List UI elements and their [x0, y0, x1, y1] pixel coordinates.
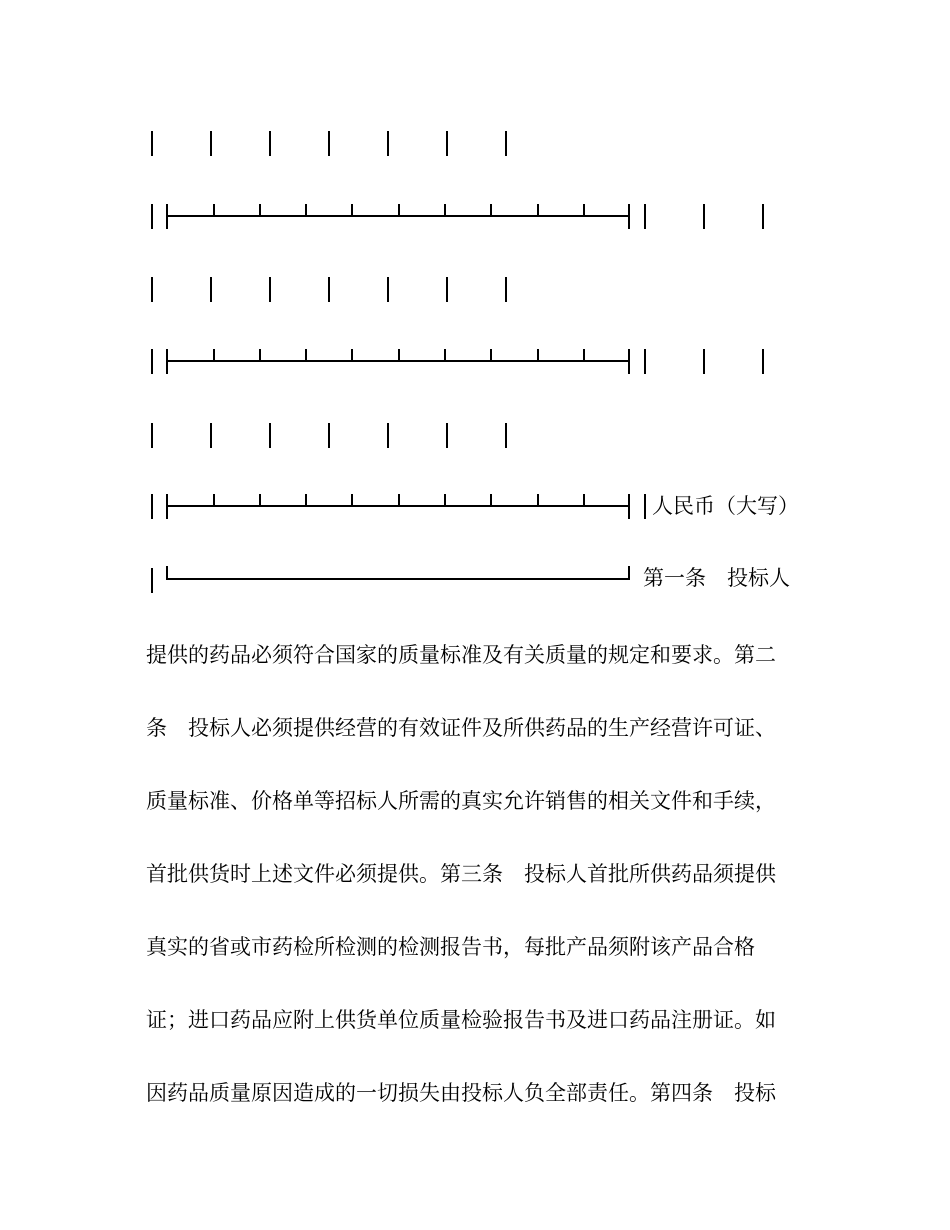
table-tick: [398, 494, 400, 505]
table-border: [328, 131, 330, 156]
table-border: [210, 423, 212, 448]
table-border: [505, 277, 507, 302]
table-border: [269, 423, 271, 448]
table-tick: [490, 494, 492, 505]
table-tick: [305, 349, 307, 360]
table-border: [151, 204, 153, 229]
table-tick: [213, 494, 215, 505]
table-rule: [166, 360, 629, 362]
table-border: [644, 349, 646, 374]
table-tick: [583, 204, 585, 215]
table-tick: [583, 494, 585, 505]
table-border: [703, 204, 705, 229]
table-border: [628, 204, 630, 229]
table-border: [446, 423, 448, 448]
table-tick: [351, 349, 353, 360]
table-border: [387, 423, 389, 448]
table-tick: [351, 204, 353, 215]
table-tick: [213, 349, 215, 360]
table-border: [387, 277, 389, 302]
currency-label: 人民币（大写）: [652, 494, 799, 518]
article-one-heading: 第一条 投标人: [643, 566, 790, 590]
table-border: [628, 566, 630, 580]
body-line: 证；进口药品应附上供货单位质量检验报告书及进口药品注册证。如: [146, 1008, 776, 1032]
table-border: [505, 131, 507, 156]
table-border: [151, 131, 153, 156]
table-tick: [444, 349, 446, 360]
body-line: 提供的药品必须符合国家的质量标准及有关质量的规定和要求。第二: [146, 643, 776, 667]
table-border: [151, 349, 153, 374]
table-tick: [213, 204, 215, 215]
table-tick: [259, 204, 261, 215]
table-border: [628, 349, 630, 374]
table-border: [210, 277, 212, 302]
table-tick: [537, 349, 539, 360]
body-line: 因药品质量原因造成的一切损失由投标人负全部责任。第四条 投标: [146, 1081, 776, 1105]
table-border: [151, 277, 153, 302]
table-tick: [305, 494, 307, 505]
body-line: 条 投标人必须提供经营的有效证件及所供药品的生产经营许可证、: [146, 716, 776, 740]
table-tick: [259, 494, 261, 505]
table-tick: [583, 349, 585, 360]
table-border: [446, 131, 448, 156]
table-tick: [398, 349, 400, 360]
table-tick: [351, 494, 353, 505]
table-border: [644, 204, 646, 229]
table-border: [151, 568, 153, 593]
table-tick: [490, 204, 492, 215]
table-border: [703, 349, 705, 374]
table-border: [762, 204, 764, 229]
table-tick: [444, 494, 446, 505]
table-tick: [537, 204, 539, 215]
table-tick: [444, 204, 446, 215]
table-rule: [166, 215, 629, 217]
body-line: 质量标准、价格单等招标人所需的真实允许销售的相关文件和手续，: [146, 789, 776, 813]
table-tick: [259, 349, 261, 360]
table-rule: [166, 578, 629, 580]
table-border: [644, 494, 646, 519]
table-tick: [537, 494, 539, 505]
table-border: [269, 277, 271, 302]
table-rule: [166, 505, 629, 507]
table-border: [762, 349, 764, 374]
table-border: [387, 131, 389, 156]
body-line: 首批供货时上述文件必须提供。第三条 投标人首批所供药品须提供: [146, 862, 776, 886]
table-border: [328, 277, 330, 302]
table-border: [505, 423, 507, 448]
table-border: [628, 494, 630, 519]
table-tick: [490, 349, 492, 360]
table-border: [151, 423, 153, 448]
table-border: [446, 277, 448, 302]
table-tick: [305, 204, 307, 215]
table-border: [151, 494, 153, 519]
body-line: 真实的省或市药检所检测的检测报告书，每批产品须附该产品合格: [146, 935, 755, 959]
table-border: [210, 131, 212, 156]
table-tick: [398, 204, 400, 215]
table-border: [269, 131, 271, 156]
table-border: [328, 423, 330, 448]
